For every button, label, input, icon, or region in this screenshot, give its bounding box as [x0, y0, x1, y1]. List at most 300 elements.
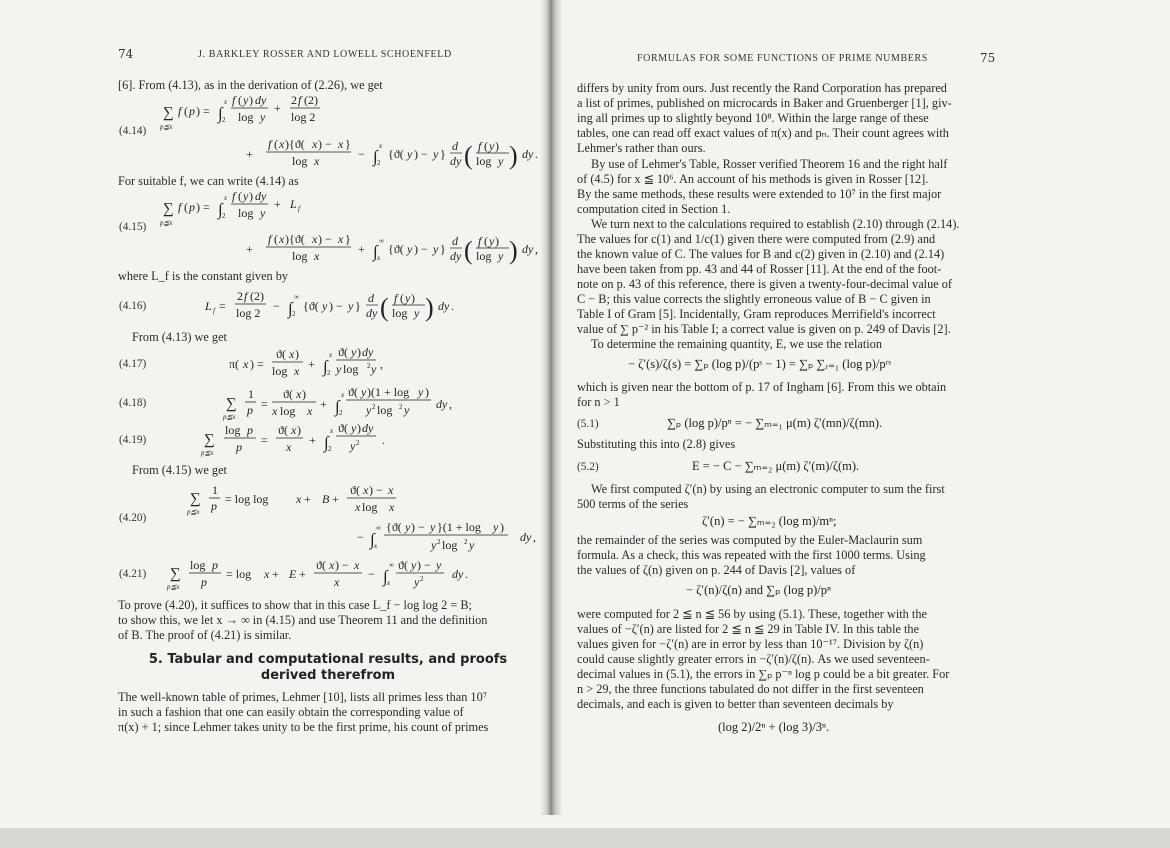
svg-text:x: x [312, 137, 318, 151]
svg-text:(2): (2) [304, 93, 318, 107]
svg-text:+: + [332, 492, 339, 506]
svg-text:2: 2 [327, 369, 331, 377]
para3-line-3: the known value of C. The values for B and c(2) given in (2.10) and (2.14) [577, 247, 945, 261]
svg-text:+: + [274, 101, 281, 115]
svg-text:log: log [280, 404, 296, 418]
substituting-text: Substituting this into (2.8) gives [577, 437, 736, 451]
svg-text:): ) [425, 385, 429, 399]
para6-line-2: formula. As a check, this was repeated with the first 1000 terms. Using [577, 548, 926, 562]
para7-line-2: values of −ζ′(n) are listed for 2 ≦ n ≦ 29 in Table IV. In this table the [577, 622, 920, 636]
svg-text:+: + [304, 492, 311, 506]
svg-text:y: y [433, 147, 439, 161]
svg-text:y: y [366, 403, 372, 417]
equation-4-19 [200, 421, 385, 457]
para2-line-1: By use of Lehmer's Table, Rosser verified Theorem 16 and the right half [591, 157, 948, 171]
svg-text:+: + [309, 433, 316, 447]
svg-text:log: log [476, 249, 492, 263]
svg-text:log: log [292, 154, 308, 168]
svg-text:∫: ∫ [218, 104, 223, 123]
equation-4-16 [204, 289, 454, 322]
svg-text:= log log: = log log [225, 492, 269, 506]
para7-line-1: were computed for 2 ≦ n ≦ 56 by using (5.1). These, together with the [577, 607, 927, 621]
svg-text:2: 2 [237, 289, 243, 303]
svg-text:∞: ∞ [376, 524, 381, 532]
svg-text:2: 2 [372, 403, 376, 411]
running-head-right: FORMULAS FOR SOME FUNCTIONS OF PRIME NUMBERS [637, 53, 928, 64]
svg-text:): ) [249, 189, 253, 203]
svg-text:ϑ(: ϑ( [350, 483, 360, 497]
svg-text:(: ( [184, 104, 188, 118]
svg-text:) =: ) = [196, 200, 210, 214]
equation-4-20 [186, 483, 536, 552]
para2-line-2: of (4.5) for x ≦ 10⁶. An account of his methods is given in Rosser [12]. [577, 172, 929, 186]
eq-number-4-20: (4.20) [119, 512, 147, 524]
svg-text:y: y [260, 110, 266, 124]
svg-text:p: p [212, 558, 218, 572]
svg-text:p≦x: p≦x [160, 219, 173, 227]
svg-text:+: + [272, 567, 279, 581]
left-page [0, 0, 545, 815]
svg-text:): ) [509, 141, 518, 170]
svg-text:y: y [361, 385, 367, 399]
svg-text:+: + [299, 567, 306, 581]
svg-text:dy: dy [522, 242, 534, 256]
svg-text:,: , [449, 397, 452, 411]
svg-text:log: log [343, 362, 359, 376]
svg-text:∑: ∑ [190, 491, 201, 507]
svg-text:ϑ(: ϑ( [338, 345, 348, 359]
svg-text:(: ( [484, 139, 488, 153]
svg-text:,: , [533, 530, 536, 544]
svg-text:x: x [388, 483, 394, 497]
svg-text:ϑ(: ϑ( [283, 387, 293, 401]
svg-text:y: y [243, 189, 249, 203]
svg-text:y: y [489, 234, 495, 248]
svg-text:1: 1 [212, 483, 218, 497]
svg-text:y: y [498, 249, 504, 263]
svg-text:{ϑ(: {ϑ( [388, 147, 404, 161]
svg-text:+: + [246, 147, 253, 161]
svg-text:x: x [329, 558, 335, 572]
svg-text:): ) [357, 345, 361, 359]
svg-text:f: f [232, 189, 236, 203]
eq-number-4-15: (4.15) [119, 221, 147, 233]
svg-text:)(1 + log: )(1 + log [367, 385, 410, 399]
svg-text:∫: ∫ [324, 433, 329, 452]
para3-line-2: The values for c(1) and 1/c(1) given there were computed from (2.9) and [577, 232, 936, 246]
proof-line-1: To prove (4.20), it suffices to show that in this case L_f − log log 2 = B; [118, 598, 472, 612]
para3-line-6: C − B; this value corrects the slightly erroneous value of B − C given in [577, 292, 931, 306]
svg-text:y: y [414, 306, 420, 320]
svg-text:x: x [338, 232, 344, 246]
svg-text:f: f [268, 232, 272, 246]
para7-line-3: values given for −ζ′(n) are in error by less than 10⁻¹⁷. Division by ζ(n) [577, 637, 924, 651]
svg-text:(: ( [464, 236, 473, 265]
zeta-relation: − ζ′(s)/ζ(s) = ∑ₚ (log p)/(pˢ − 1) = ∑ₚ ∑ᵣ₌₁ (log p)/pʳˢ [628, 357, 892, 371]
svg-text:): ) [495, 234, 499, 248]
svg-text:y: y [260, 206, 266, 220]
svg-text:2: 2 [420, 575, 424, 583]
para2-line-3: By the same methods, these results were extended to 10⁷ in the first major [577, 187, 942, 201]
svg-text:∞: ∞ [389, 561, 394, 569]
svg-text:): ) [425, 293, 434, 322]
para3-line-5: note on p. 43 of this reference, there is given a twenty-four-decimal value of [577, 277, 953, 291]
svg-text:∫: ∫ [373, 147, 378, 166]
para4-line-2: for n > 1 [577, 395, 620, 409]
svg-text:y: y [414, 575, 420, 589]
svg-text:ϑ(: ϑ( [276, 347, 286, 361]
svg-text:y: y [498, 154, 504, 168]
svg-text:p≦x: p≦x [187, 508, 200, 516]
svg-text:∫: ∫ [370, 530, 375, 549]
svg-text:ϑ(: ϑ( [278, 423, 288, 437]
svg-text:): ) [411, 291, 415, 305]
eq-number-4-17: (4.17) [119, 358, 147, 370]
svg-text:d: d [368, 291, 374, 305]
svg-text:2: 2 [339, 409, 343, 417]
svg-text:d: d [452, 139, 458, 153]
svg-text:dy: dy [362, 345, 374, 359]
para7-line-6: n > 29, the three functions tabulated do not differ in the first seventeen [577, 682, 924, 696]
equation-5-2: E = − C − ∑ₘ₌₂ μ(m) ζ′(m)/ζ(m). [692, 459, 860, 473]
svg-text:−: − [273, 299, 280, 313]
svg-text:+: + [358, 242, 365, 256]
svg-text:x: x [377, 254, 381, 262]
svg-text:y: y [350, 439, 356, 453]
svg-text:y: y [371, 362, 377, 376]
para1-line-4: tables, one can read off exact values of π(x) and pₙ. Their count agrees with [577, 126, 949, 140]
svg-text:log: log [225, 423, 241, 437]
svg-text:y: y [430, 520, 436, 534]
svg-text:∫: ∫ [373, 242, 378, 261]
svg-text:=: = [261, 433, 268, 447]
svg-text:2: 2 [377, 159, 381, 167]
svg-text:x: x [355, 500, 361, 514]
para5-line-2: 500 terms of the series [577, 497, 689, 511]
page-number-right: 75 [980, 51, 996, 65]
svg-text:y: y [431, 538, 437, 552]
svg-text:log: log [377, 403, 393, 417]
svg-text:y: y [351, 421, 357, 435]
equation-4-17 [229, 345, 383, 378]
svg-text:x: x [334, 575, 340, 589]
svg-text:x: x [272, 404, 278, 418]
svg-text:x: x [314, 154, 320, 168]
svg-text:f: f [213, 307, 215, 315]
right-page [560, 0, 1170, 815]
svg-text:x: x [224, 194, 228, 202]
section-text-line-2: in such a fashion that one can easily obtain the corresponding value of [118, 705, 464, 719]
suitable-f-text: For suitable f, we can write (4.14) as [118, 174, 299, 188]
section-text-line-3: π(x) + 1; since Lehmer takes unity to be the first prime, his count of primes [118, 720, 489, 734]
svg-text:f: f [478, 234, 482, 248]
para1-line-2: a list of primes, published on microcards in Baker and Gruenberger [1], giv- [577, 96, 952, 110]
para7-line-7: decimals, and each is given to better than seventeen decimals by [577, 697, 894, 711]
svg-text:2: 2 [399, 403, 403, 411]
svg-text:p: p [247, 423, 253, 437]
svg-text:dy: dy [366, 306, 378, 320]
svg-text:y: y [336, 362, 342, 376]
svg-text:f: f [178, 200, 182, 214]
svg-text:x: x [329, 351, 333, 359]
svg-text:∫: ∫ [218, 200, 223, 219]
svg-text:+: + [320, 397, 327, 411]
svg-text:ϑ(: ϑ( [316, 558, 326, 572]
svg-text:p: p [189, 200, 195, 214]
svg-text:d: d [452, 234, 458, 248]
svg-text:): ) [500, 520, 504, 534]
svg-text:−: − [357, 530, 364, 544]
equation-5-1: ∑ₚ (log p)/pⁿ = − ∑ₘ₌₁ μ(m) ζ′(mn)/ζ(mn). [667, 416, 883, 430]
svg-text:log: log [442, 538, 458, 552]
svg-text:) −: ) − [369, 483, 383, 497]
svg-text:) −: ) − [318, 232, 332, 246]
svg-text:x: x [291, 423, 297, 437]
svg-text:y: y [433, 242, 439, 256]
svg-text:,: , [380, 357, 383, 371]
svg-text:(: ( [274, 232, 278, 246]
svg-text:y: y [407, 242, 413, 256]
svg-text:): ) [509, 236, 518, 265]
proof-line-2: to show this, we let x → ∞ in (4.15) and use Theorem 11 and the definition [118, 613, 488, 627]
svg-text:2: 2 [222, 116, 226, 124]
svg-text:log: log [238, 206, 254, 220]
svg-text:E: E [289, 567, 297, 581]
svg-text:f: f [298, 93, 302, 107]
svg-text:) −: ) − [417, 558, 431, 572]
svg-text:+: + [274, 197, 281, 211]
svg-text:x: x [279, 137, 285, 151]
svg-text:(: ( [184, 200, 188, 214]
svg-text:log: log [272, 364, 288, 378]
svg-text:=: = [261, 397, 268, 411]
svg-text:dy: dy [438, 299, 450, 313]
values-line: − ζ′(n)/ζ(n) and ∑ₚ (log p)/pⁿ [686, 583, 831, 597]
svg-text:2: 2 [292, 310, 296, 318]
svg-text:x: x [289, 347, 295, 361]
svg-text:y: y [322, 299, 328, 313]
svg-text:{ϑ(: {ϑ( [303, 299, 319, 313]
svg-text:p≦x: p≦x [223, 413, 236, 421]
equation-4-14 [159, 93, 538, 170]
svg-text:p: p [236, 440, 242, 454]
svg-text:p≦x: p≦x [160, 123, 173, 131]
equation-4-15 [159, 189, 538, 265]
scan-bottom-strip [0, 828, 1170, 848]
page-number-left: 74 [118, 47, 134, 61]
svg-text:L: L [205, 299, 212, 313]
svg-text:x: x [341, 391, 345, 399]
svg-text:y: y [411, 558, 417, 572]
svg-text:dy: dy [255, 93, 267, 107]
svg-text:x: x [243, 357, 249, 371]
svg-text:}: } [440, 147, 446, 161]
svg-text:p≦x: p≦x [201, 449, 214, 457]
svg-text:y: y [489, 139, 495, 153]
svg-text:2: 2 [464, 538, 468, 546]
para3-line-7: Table I of Gram [5]. Incidentally, Gram reproduces Merrifield's incorrect [577, 307, 936, 321]
svg-text:f: f [244, 289, 248, 303]
svg-text:log 2: log 2 [291, 110, 316, 124]
svg-text:.: . [465, 567, 468, 581]
svg-text:): ) [295, 347, 299, 361]
para6-line-1: the remainder of the series was computed by the Euler-Maclaurin sum [577, 533, 923, 547]
svg-text:.: . [535, 147, 538, 161]
svg-text:dy: dy [450, 249, 462, 263]
svg-text:dy: dy [362, 421, 374, 435]
svg-text:){ϑ(: ){ϑ( [285, 232, 305, 246]
section-title-line-1: 5. Tabular and computational results, and proofs [148, 652, 508, 667]
svg-text:∫: ∫ [383, 567, 388, 586]
svg-text:∫: ∫ [323, 357, 328, 376]
svg-text:x: x [279, 232, 285, 246]
svg-text:{ϑ(: {ϑ( [386, 520, 402, 534]
section-text-line-1: The well-known table of primes, Lehmer [10], lists all primes less than 10⁷ [118, 690, 488, 704]
svg-text:y: y [243, 93, 249, 107]
svg-text:p: p [201, 575, 207, 589]
svg-text:ϑ(: ϑ( [398, 558, 408, 572]
svg-text:y: y [436, 558, 442, 572]
zeta-prime-series: ζ′(n) = − ∑ₘ₌₂ (log m)/mⁿ; [702, 514, 837, 528]
para1-line-1: differs by unity from ours. Just recently the Rand Corporation has prepared [577, 81, 947, 95]
svg-text:log 2: log 2 [236, 306, 261, 320]
svg-text:∑: ∑ [226, 396, 237, 412]
from-4-13-text: From (4.13) we get [132, 330, 227, 344]
svg-text:x: x [296, 492, 302, 506]
svg-text:−: − [358, 147, 365, 161]
svg-text:x: x [379, 142, 383, 150]
svg-text:(: ( [464, 141, 473, 170]
svg-text:}: } [345, 232, 351, 246]
svg-text:∞: ∞ [294, 293, 299, 301]
svg-text:y: y [469, 538, 475, 552]
svg-text:) −: ) − [335, 558, 349, 572]
svg-text:y: y [405, 291, 411, 305]
svg-text:}: } [355, 299, 361, 313]
svg-text:∫: ∫ [335, 397, 340, 416]
svg-text:}(1 + log: }(1 + log [437, 520, 481, 534]
proof-line-3: of B. The proof of (4.21) is similar. [118, 628, 292, 642]
svg-text:ϑ(: ϑ( [348, 385, 358, 399]
svg-text:∑: ∑ [204, 432, 215, 448]
svg-text:2: 2 [356, 439, 360, 447]
svg-text:B: B [322, 492, 330, 506]
svg-text:=: = [219, 299, 226, 313]
svg-text:x: x [312, 232, 318, 246]
svg-text:) −: ) − [329, 299, 343, 313]
svg-text:∞: ∞ [379, 237, 384, 245]
svg-text:y: y [351, 345, 357, 359]
left-page-equations [0, 0, 545, 815]
svg-text:dy: dy [522, 147, 534, 161]
svg-text:) =: ) = [196, 104, 210, 118]
svg-text:y: y [493, 520, 499, 534]
svg-text:f: f [232, 93, 236, 107]
svg-text:dy: dy [436, 397, 448, 411]
svg-text:x: x [389, 500, 395, 514]
svg-text:y: y [407, 147, 413, 161]
svg-text:x: x [314, 249, 320, 263]
svg-text:) −: ) − [414, 147, 428, 161]
svg-text:,: , [535, 242, 538, 256]
para3-line-1: We turn next to the calculations required to establish (2.10) through (2.14). [591, 217, 960, 231]
para3-line-4: have been taken from pp. 43 and 44 of Rosser [11]. At the end of the foot- [577, 262, 942, 276]
eq-number-4-21: (4.21) [119, 568, 147, 580]
svg-text:∫: ∫ [288, 299, 293, 318]
svg-text:): ) [249, 93, 253, 107]
svg-text:1: 1 [248, 387, 254, 401]
eq-number-4-19: (4.19) [119, 434, 147, 446]
svg-text:log: log [190, 558, 206, 572]
eq-number-4-14: (4.14) [119, 125, 147, 137]
svg-text:2: 2 [367, 362, 371, 370]
svg-text:(: ( [238, 189, 242, 203]
svg-text:x: x [354, 558, 360, 572]
svg-text:x: x [387, 579, 391, 587]
svg-text:) −: ) − [414, 242, 428, 256]
svg-text:log: log [238, 110, 254, 124]
svg-text:x: x [307, 404, 313, 418]
equation-4-21 [166, 558, 468, 591]
svg-text:(: ( [274, 137, 278, 151]
svg-text:): ) [297, 423, 301, 437]
svg-text:p: p [247, 403, 253, 417]
svg-text:x: x [296, 387, 302, 401]
svg-text:(: ( [400, 291, 404, 305]
para6-line-3: the values of ζ(n) given on p. 244 of Davis [2], values of [577, 563, 856, 577]
svg-text:∑: ∑ [163, 201, 174, 217]
svg-text:y: y [405, 520, 411, 534]
from-4-15-text: From (4.15) we get [132, 463, 227, 477]
running-head-left: J. BARKLEY ROSSER AND LOWELL SCHOENFELD [198, 49, 452, 60]
svg-text:p≦x: p≦x [167, 583, 180, 591]
svg-text:2: 2 [437, 538, 441, 546]
svg-text:+: + [246, 242, 253, 256]
svg-text:∑: ∑ [170, 566, 181, 582]
svg-text:(2): (2) [250, 289, 264, 303]
svg-text:.: . [451, 299, 454, 313]
svg-text:π(: π( [229, 357, 240, 371]
book-gutter [540, 0, 562, 815]
svg-text:ϑ(: ϑ( [338, 421, 348, 435]
svg-text:): ) [357, 421, 361, 435]
intro-line: [6]. From (4.13), as in the derivation of (2.26), we get [118, 78, 383, 92]
para3-line-9: To determine the remaining quantity, E, we use the relation [591, 337, 882, 351]
svg-text:log: log [292, 249, 308, 263]
svg-text:dy: dy [452, 567, 464, 581]
svg-text:= log: = log [226, 567, 252, 581]
svg-text:x: x [338, 137, 344, 151]
svg-text:L: L [290, 197, 297, 211]
para7-line-4: could cause slightly greater errors in −ζ′(n)/ζ(n). As we used seventeen- [577, 652, 930, 666]
para4-line-1: which is given near the bottom of p. 17 of Ingham [6]. From this we obtain [577, 380, 947, 394]
svg-text:) −: ) − [318, 137, 332, 151]
eq-number-5-2: (5.2) [577, 461, 599, 473]
svg-text:(: ( [238, 93, 242, 107]
para3-line-8: value of ∑ p⁻² in his Table I; a correct value is given on p. 249 of Davis [2]. [577, 322, 951, 336]
svg-text:y: y [348, 299, 354, 313]
svg-text:+: + [308, 357, 315, 371]
svg-text:y: y [404, 403, 410, 417]
svg-text:f: f [268, 137, 272, 151]
svg-text:dy: dy [520, 530, 532, 544]
final-equation: (log 2)/2ⁿ + (log 3)/3ⁿ. [718, 720, 830, 734]
para5-line-1: We first computed ζ′(n) by using an electronic computer to sum the first [591, 482, 945, 496]
svg-text:f: f [298, 205, 300, 213]
svg-text:f: f [478, 139, 482, 153]
svg-text:dy: dy [450, 154, 462, 168]
svg-text:f: f [394, 291, 398, 305]
